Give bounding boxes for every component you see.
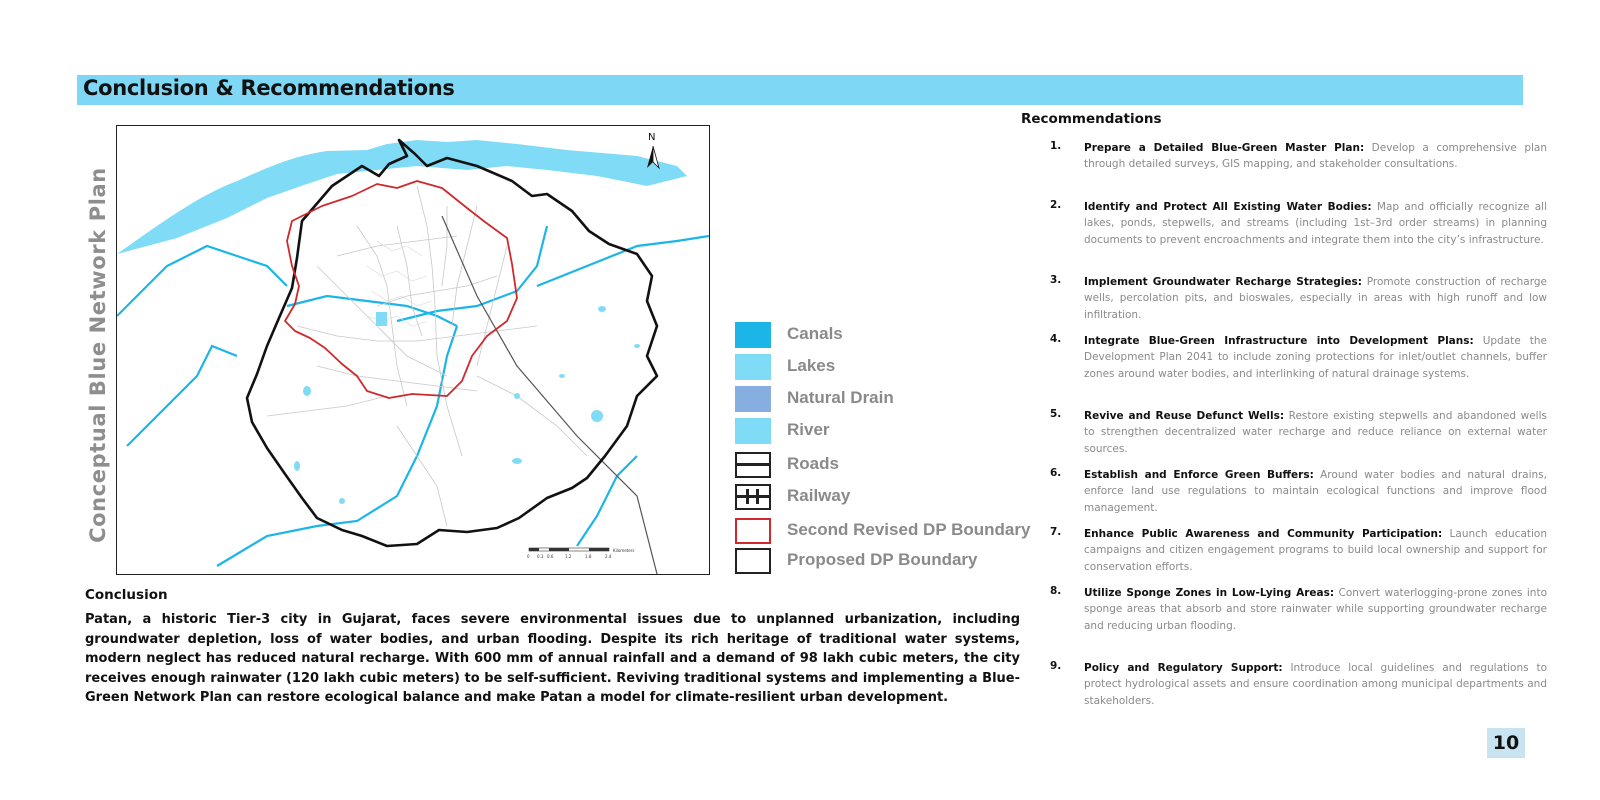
river-swatch <box>735 418 771 444</box>
item-title: Integrate Blue-Green Infrastructure into Development Plans: <box>1084 335 1474 347</box>
legend-item-railway <box>735 484 1065 512</box>
legend-item-canals <box>735 322 1065 350</box>
lakes-swatch <box>735 354 771 380</box>
item-title: Establish and Enforce Green Buffers: <box>1084 469 1314 481</box>
conclusion-heading: Conclusion <box>85 587 168 603</box>
roads <box>267 186 587 526</box>
item-title: Identify and Protect All Existing Water Bodies: <box>1084 201 1372 213</box>
legend-label: Second Revised DP Boundary <box>787 520 1031 539</box>
legend-item-roads <box>735 452 1065 480</box>
item-body <box>1084 140 1547 173</box>
item-title: Policy and Regulatory Support: <box>1084 662 1283 674</box>
legend-item-river <box>735 418 1065 446</box>
legend-label: Canals <box>787 324 843 343</box>
item-number: 9. <box>1050 660 1062 672</box>
legend-label: River <box>787 420 830 439</box>
legend-item-natural-drain <box>735 386 1065 414</box>
item-number: 5. <box>1050 408 1062 420</box>
second-revised-dp-boundary <box>285 181 517 398</box>
lakes <box>294 306 640 504</box>
scale-tick: 1.8 <box>585 554 592 559</box>
legend-label: Lakes <box>787 356 836 375</box>
item-body <box>1084 526 1547 575</box>
legend-label: Railway <box>787 486 851 505</box>
railway-line <box>442 216 657 574</box>
canals <box>117 226 709 566</box>
item-title: Revive and Reuse Defunct Wells: <box>1084 410 1285 422</box>
item-title: Prepare a Detailed Blue-Green Master Plan: <box>1084 142 1365 154</box>
scale-tick: 1.2 <box>565 554 572 559</box>
north-label: N <box>648 132 656 143</box>
scale-tick: 0.3 <box>537 554 544 559</box>
red-boundary-swatch <box>735 518 771 544</box>
scale-unit: Kilometers <box>613 548 635 553</box>
recommendations-heading: Recommendations <box>1021 111 1162 127</box>
item-text: Restore existing stepwells and abandoned wells to strengthen decentralized water recharge and reduce reliance on external water sources. <box>1084 410 1547 455</box>
legend-item-second-revised-dp-boundary <box>735 518 1065 546</box>
item-text: Launch education campaigns and citizen engagement programs to build local ownership and support for conservation efforts. <box>1084 528 1547 573</box>
scale-tick: 0.6 <box>547 554 554 559</box>
item-text: Update the Development Plan 2041 to include zoning protections for inlet/outlet channels, buffer zones around water bodies, and interlinking of natural drainage systems. <box>1084 335 1547 380</box>
item-title: Implement Groundwater Recharge Strategies: <box>1084 276 1362 288</box>
map-canvas <box>117 126 709 574</box>
legend-label: Roads <box>787 454 839 473</box>
item-number: 7. <box>1050 526 1062 538</box>
legend-item-proposed-dp-boundary <box>735 548 1065 576</box>
roads-swatch <box>735 452 771 478</box>
legend-label: Natural Drain <box>787 388 894 407</box>
item-text: Introduce local guidelines and regulations to protect hydrological assets and ensure coordination among municipal departments and stakeholders. <box>1084 662 1547 707</box>
item-body <box>1084 199 1547 248</box>
canals-swatch <box>735 322 771 348</box>
item-text: Promote construction of recharge wells, percolation pits, and bioswales, especially in areas with high runoff and low infiltration. <box>1084 276 1548 321</box>
title-bar <box>77 75 1523 105</box>
item-title: Utilize Sponge Zones in Low-Lying Areas: <box>1084 587 1335 599</box>
item-text: Around water bodies and natural drains, enforce land use regulations to maintain ecological functions and improve flood management. <box>1084 469 1547 514</box>
item-number: 4. <box>1050 333 1062 345</box>
scale-tick: 2.4 <box>605 554 612 559</box>
scale-bar <box>527 548 634 559</box>
item-text: Convert waterlogging-prone zones into sponge areas that absorb and store rainwater while supporting groundwater recharge and reducing urban flooding. <box>1084 587 1547 632</box>
item-body <box>1084 274 1547 323</box>
conclusion-text: Patan, a historic Tier-3 city in Gujarat, faces severe environmental issues due to unplanned urbanization, including groundwater depletion, loss of water bodies, and urban flooding. Despite its rich heritage of traditional water systems, modern neglect has reduced natural recharge. With 600 mm of annual rainfall and a demand of 98 lakh cubic meters, the city receives enough rainwater (120 lakh cubic meters) to be self-sufficient. Reviving traditional systems and implementing a Blue-Green Network Plan can restore ecological balance and make Patan a model for climate-resilient urban development. <box>85 612 1020 705</box>
black-boundary-swatch <box>735 548 771 574</box>
item-text: Develop a comprehensive plan through detailed surveys, GIS mapping, and stakeholder consultations. <box>1084 142 1548 171</box>
item-body <box>1084 408 1547 457</box>
legend-label: Proposed DP Boundary <box>787 550 978 569</box>
item-number: 3. <box>1050 274 1062 286</box>
legend-item-lakes <box>735 354 1065 382</box>
page-number: 10 <box>1487 728 1525 758</box>
item-title: Enhance Public Awareness and Community Participation: <box>1084 528 1443 540</box>
natural-drain-swatch <box>735 386 771 412</box>
item-text: Map and officially recognize all lakes, ponds, stepwells, and streams (including 1st–3rd order streams) in planning documents to prevent encroachments and integrate them into the city’s infrastructure. <box>1084 201 1547 246</box>
item-number: 2. <box>1050 199 1062 211</box>
item-body <box>1084 585 1547 634</box>
item-body <box>1084 660 1547 709</box>
item-body <box>1084 333 1547 382</box>
page-title: Conclusion & Recommendations <box>83 76 455 100</box>
item-number: 1. <box>1050 140 1062 152</box>
item-number: 8. <box>1050 585 1062 597</box>
item-body <box>1084 467 1547 516</box>
scale-tick: 0 <box>527 554 530 559</box>
railway-swatch <box>735 484 771 510</box>
map <box>116 125 710 575</box>
item-number: 6. <box>1050 467 1062 479</box>
side-title: Conceptual Blue Network Plan <box>86 167 110 543</box>
